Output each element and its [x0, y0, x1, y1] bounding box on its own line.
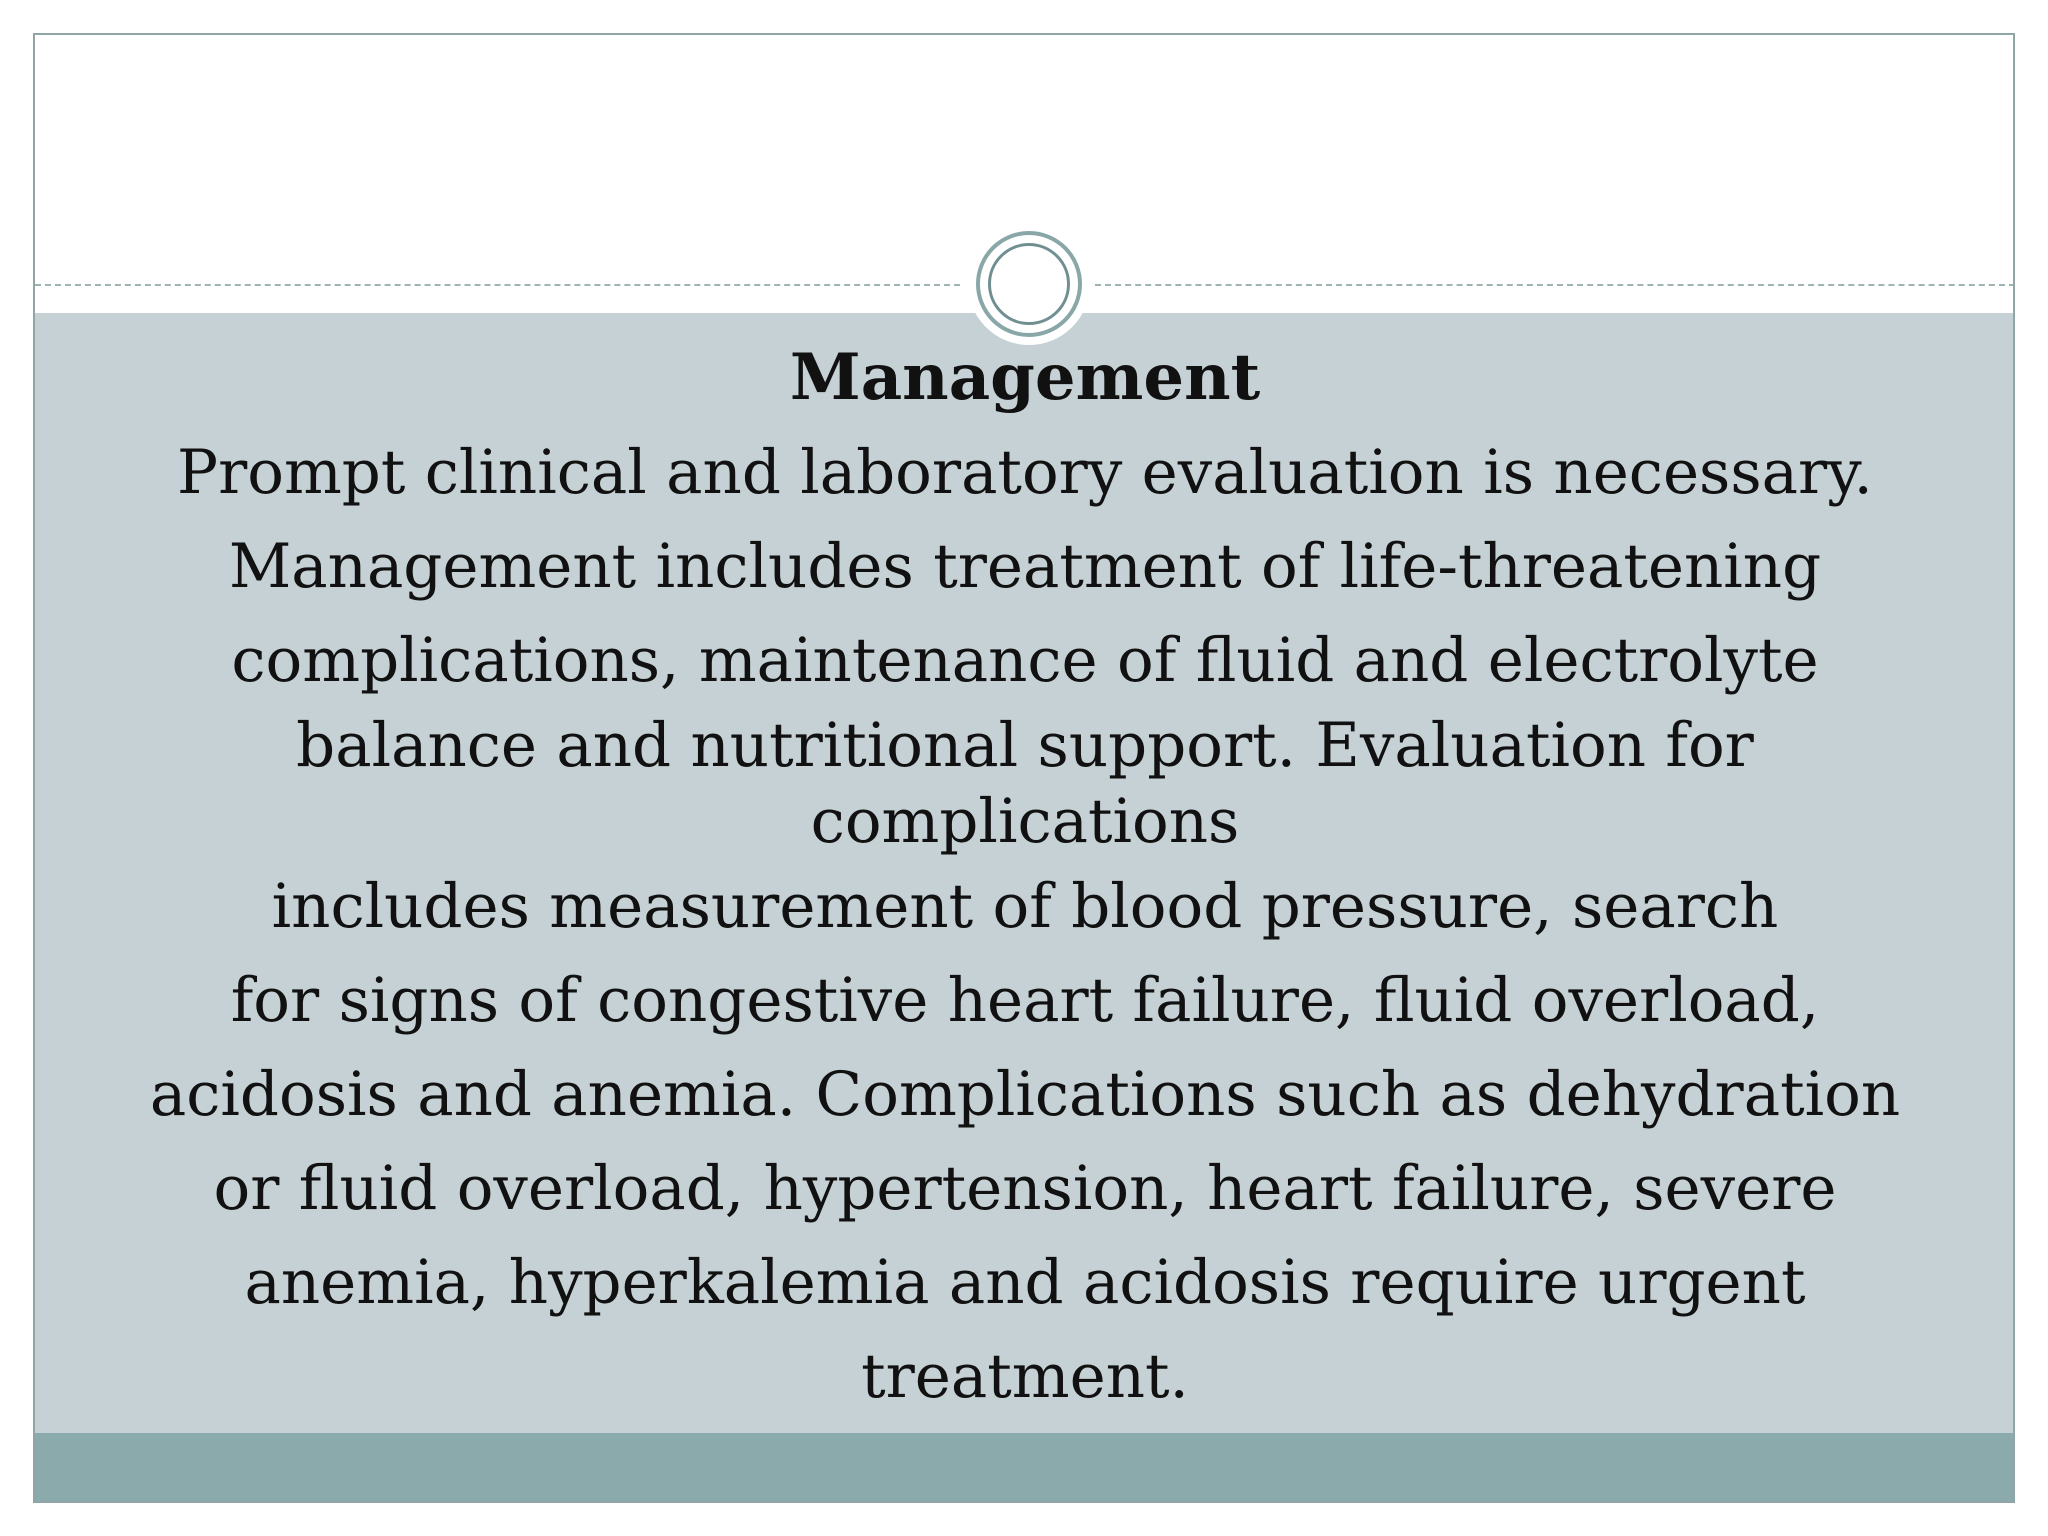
- circle-ornament-inner: [988, 243, 1070, 325]
- header-divider-left: [35, 284, 960, 286]
- slide: [33, 33, 2015, 1503]
- body-line: treatment.: [861, 1341, 1189, 1412]
- slide-text-block: [75, 338, 1975, 1424]
- slide-footer-band: [35, 1433, 2013, 1503]
- body-line: includes measurement of blood pressure, search: [271, 871, 1779, 942]
- body-line: complications: [810, 786, 1240, 857]
- body-line: Prompt clinical and laboratory evaluation is necessary.: [177, 437, 1873, 508]
- body-line: complications, maintenance of fluid and electrolyte: [231, 625, 1819, 696]
- body-line: anemia, hyperkalemia and acidosis require urgent: [244, 1247, 1806, 1318]
- body-line: acidosis and anemia. Complications such as dehydration: [149, 1059, 1901, 1130]
- circle-ornament-icon: [976, 231, 1082, 337]
- body-line: or fluid overload, hypertension, heart failure, severe: [213, 1153, 1837, 1224]
- header-divider-right: [1095, 284, 2015, 286]
- body-line: for signs of congestive heart failure, fluid overload,: [230, 965, 1820, 1036]
- body-line: Management includes treatment of life-threatening: [228, 531, 1822, 602]
- body-line: balance and nutritional support. Evaluation for: [296, 710, 1754, 781]
- slide-title: Management: [789, 340, 1261, 415]
